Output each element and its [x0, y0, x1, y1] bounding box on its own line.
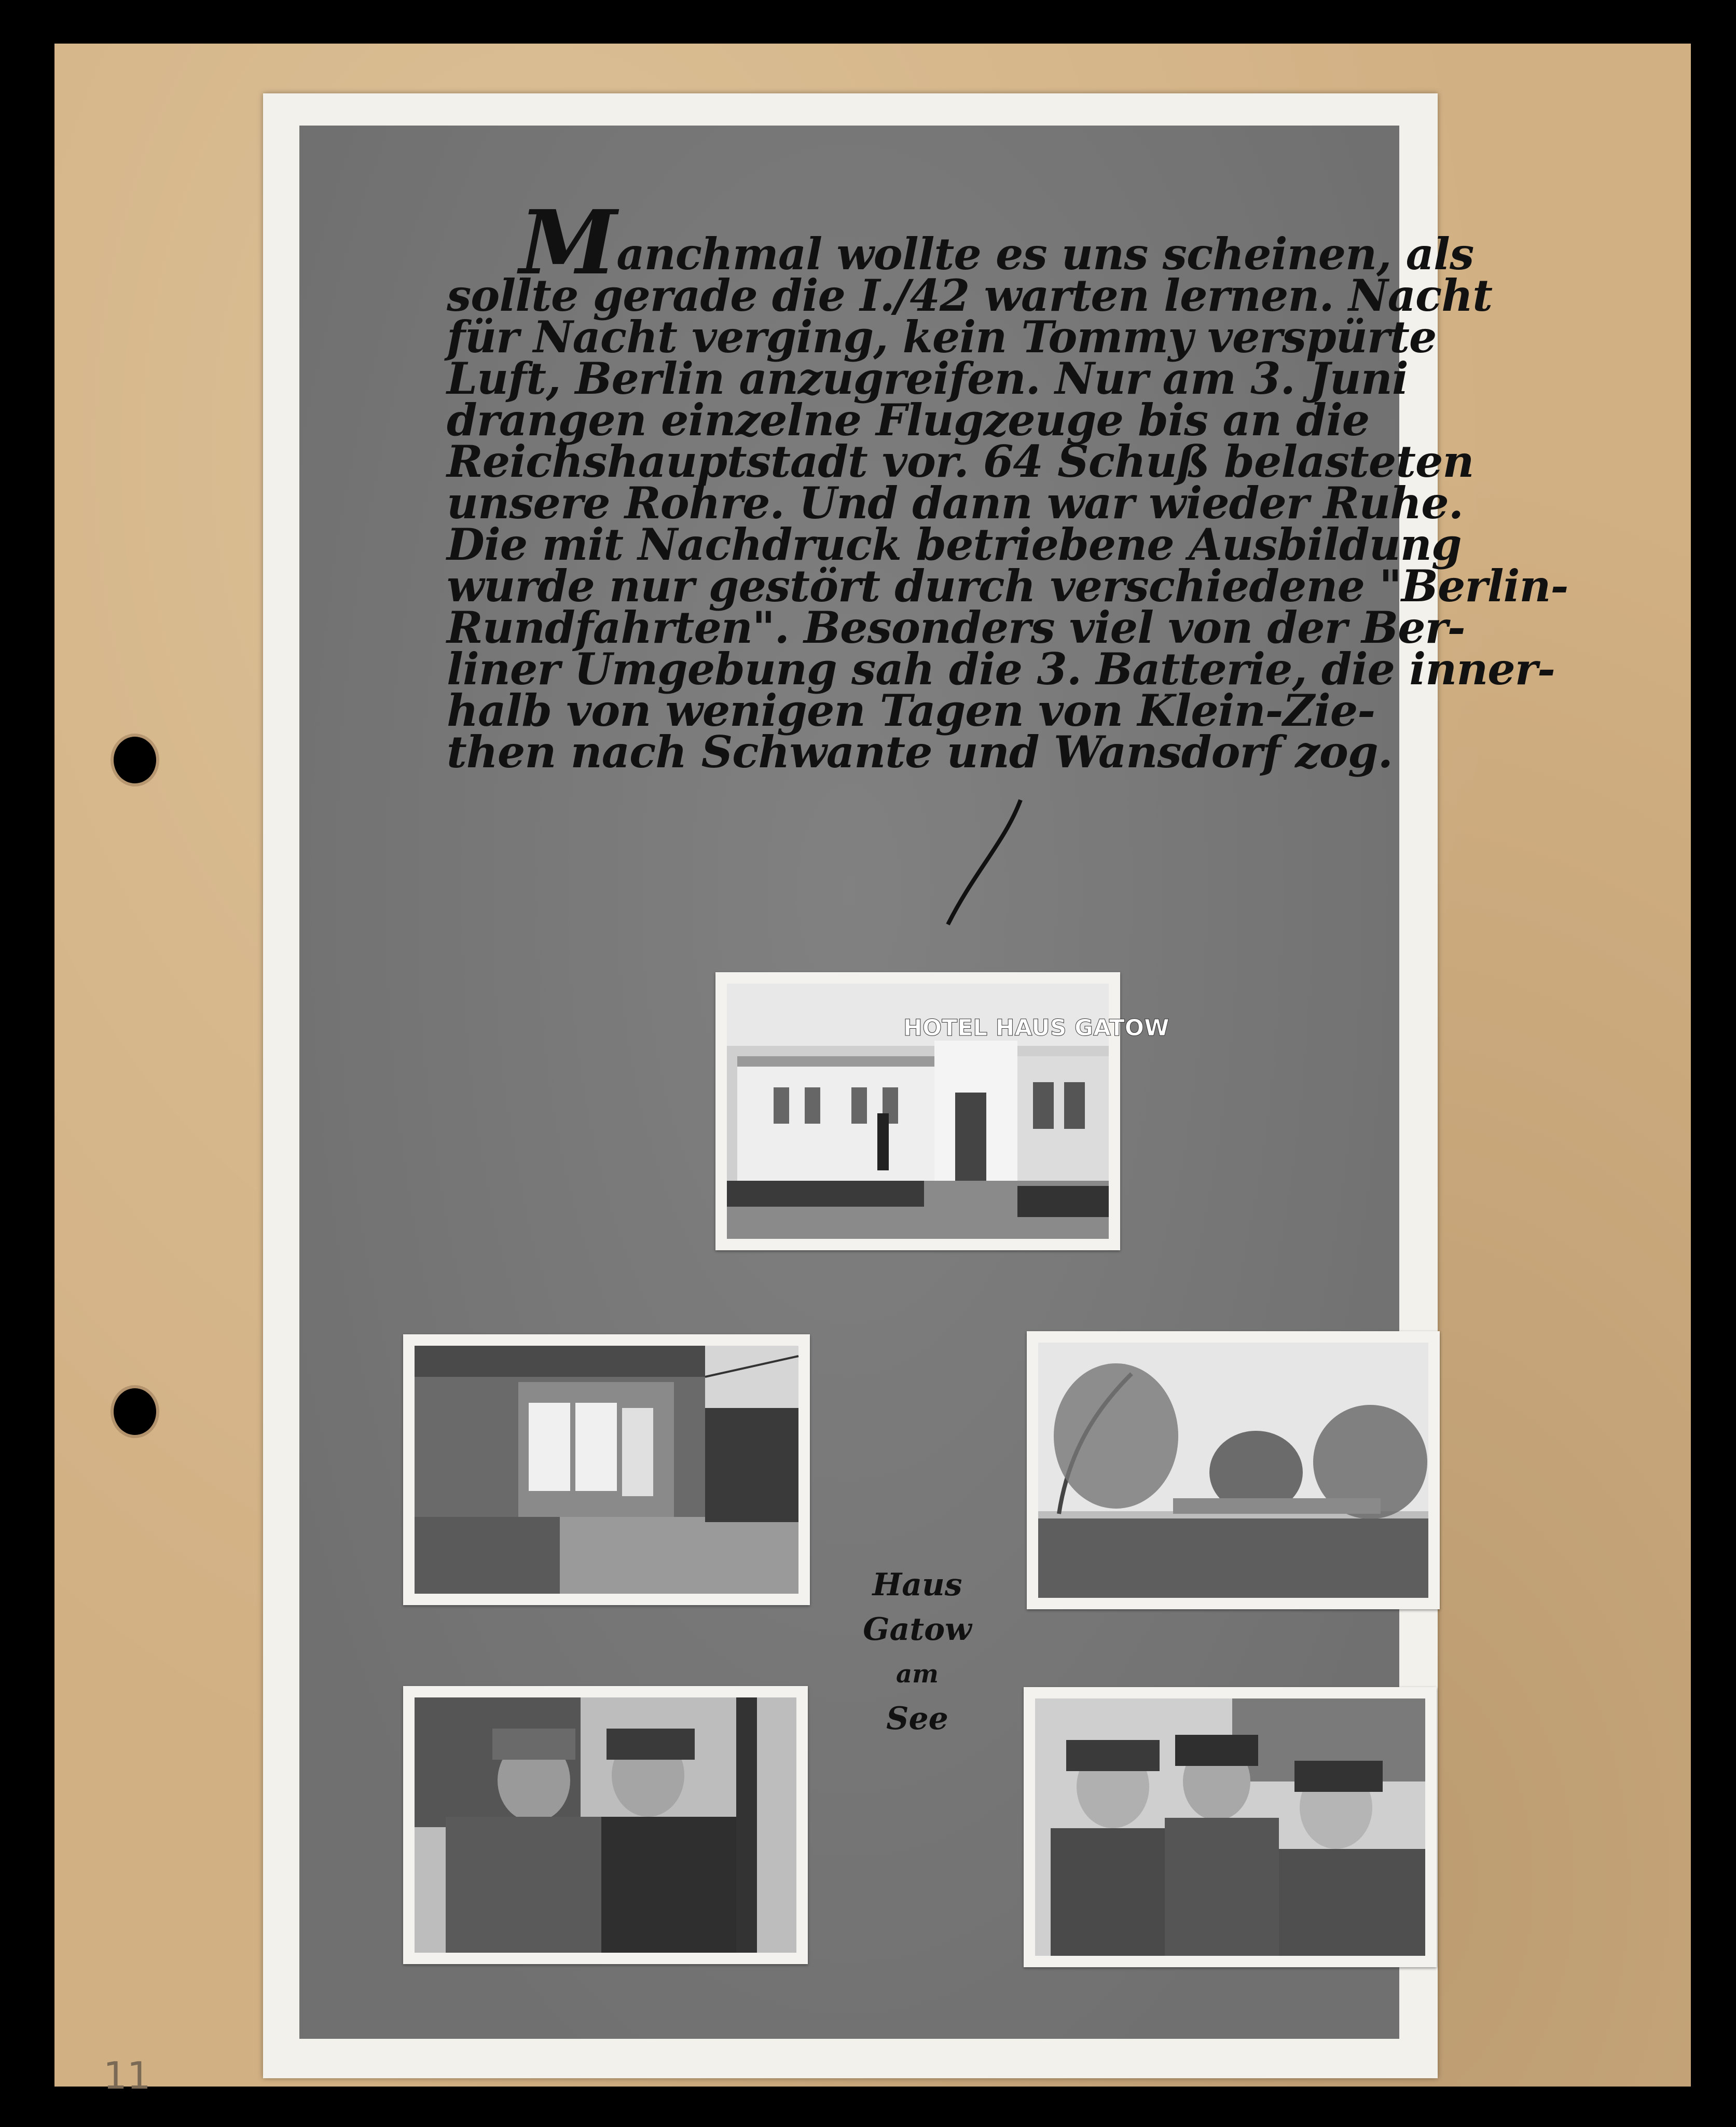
text-line-6: Reichshauptstadt vor. 64 Schuß belasteten	[447, 436, 1474, 487]
text-line-4: Luft, Berlin anzugreifen. Nur am 3. Juni	[447, 353, 1408, 404]
caption-line-1: Haus	[872, 1567, 962, 1603]
caption-line-4: See	[886, 1701, 948, 1737]
text-line-9: wurde nur gestört durch verschiedene "Berlin-	[447, 560, 1568, 612]
photo-soldiers-left	[403, 1686, 808, 1964]
photo-mount	[263, 93, 1568, 2078]
hotel-sign: HOTEL HAUS GATOW	[903, 1015, 1169, 1041]
text-line-5: drangen einzelne Flugzeuge bis an die	[447, 394, 1370, 446]
punch-hole-top	[114, 737, 156, 783]
garden-image	[1038, 1343, 1428, 1598]
caption-line-2: Gatow	[863, 1611, 972, 1648]
photo-hotel-entrance	[715, 972, 1169, 1250]
text-line-7: unsere Rohre. Und dann war wieder Ruhe.	[447, 477, 1463, 529]
text-line-3: für Nacht verging, kein Tommy verspürte	[447, 311, 1437, 363]
text-line-8: Die mit Nachdruck betriebene Ausbildung	[447, 519, 1462, 570]
page-number: 11	[103, 2054, 151, 2097]
photo-house-veranda	[403, 1334, 810, 1605]
flourish-ornament	[943, 795, 1026, 930]
grey-card	[299, 126, 1568, 2039]
album-page	[54, 44, 1691, 2097]
photo-garden	[1027, 1331, 1440, 1609]
text-line-10: Rundfahrten". Besonders viel von der Ber-	[447, 602, 1465, 653]
calligraphy-text	[447, 191, 1568, 974]
officers-right-image	[1035, 1698, 1425, 1956]
text-line-1: Manchmal wollte es uns scheinen, als	[519, 191, 1474, 295]
text-line-12: halb von wenigen Tagen von Klein-Zie-	[447, 685, 1375, 736]
text-line-11: liner Umgebung sah die 3. Batterie, die inner-	[447, 643, 1555, 695]
photo-caption	[847, 1563, 987, 1741]
drop-cap: M	[519, 191, 617, 295]
soldiers-left-image	[415, 1697, 796, 1953]
caption-line-3: am	[896, 1660, 939, 1689]
punch-hole-bottom	[114, 1388, 156, 1435]
photo-officers-right	[1024, 1687, 1437, 1967]
hotel-entrance-image	[727, 984, 1169, 1239]
text-line-2: sollte gerade die I./42 warten lernen. Nacht	[447, 270, 1493, 321]
text-line-13: then nach Schwante und Wansdorf zog.	[447, 726, 1393, 778]
house-veranda-image	[415, 1346, 798, 1594]
